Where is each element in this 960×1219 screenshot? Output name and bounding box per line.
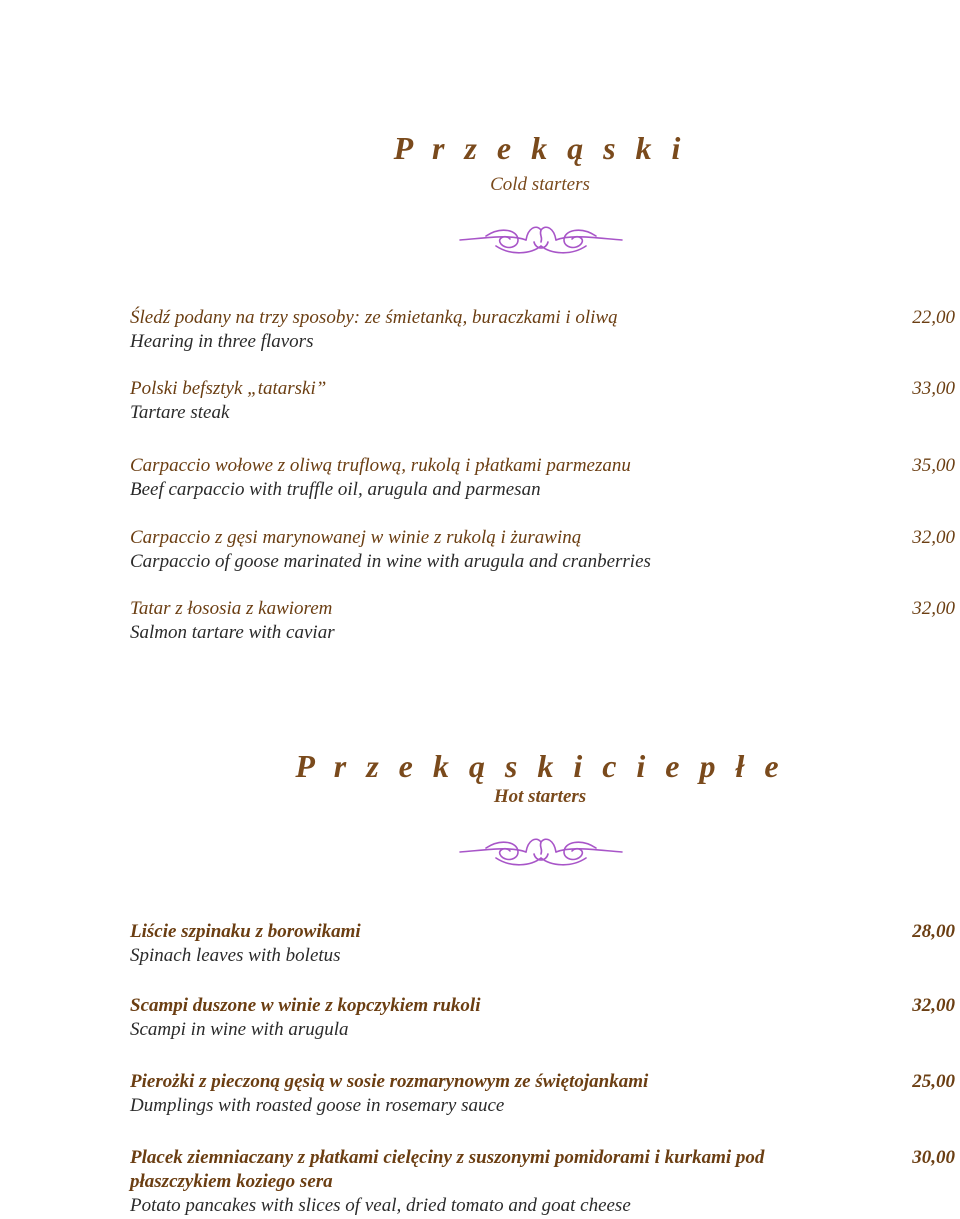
item-price: 25,00 [912, 1071, 955, 1092]
item-name-pl: Placek ziemniaczany z płatkami cielęciny z suszonymi pomidorami i kurkami pod płaszczykiem koziego sera [130, 1147, 765, 1192]
item-name-pl: Liście szpinaku z borowikami [130, 921, 361, 942]
item-name-pl: Tatar z łososia z kawiorem [130, 598, 333, 619]
menu-item [130, 526, 955, 574]
item-price: 32,00 [912, 598, 955, 619]
item-name-en: Beef carpaccio with truffle oil, arugula and parmesan [130, 479, 541, 500]
item-name-pl: Carpaccio z gęsi marynowanej w winie z rukolą i żurawiną [130, 527, 582, 548]
menu-item [130, 994, 955, 1042]
item-name-pl: Polski befsztyk „tatarski” [130, 378, 327, 399]
item-name-en: Spinach leaves with boletus [130, 945, 341, 966]
menu-item [130, 920, 955, 968]
item-price: 33,00 [912, 378, 955, 399]
hot-section-subtitle: Hot starters [493, 786, 587, 807]
item-price: 32,00 [912, 995, 955, 1016]
menu-item [130, 1070, 955, 1118]
item-price: 35,00 [912, 455, 955, 476]
flourish-divider-icon [456, 220, 626, 260]
item-name-en: Salmon tartare with caviar [130, 622, 335, 643]
menu-item [130, 377, 955, 425]
item-name-pl: Śledź podany na trzy sposoby: ze śmietanką, buraczkami i oliwą [130, 307, 618, 328]
item-name-pl: Carpaccio wołowe z oliwą truflową, rukolą i płatkami parmezanu [130, 455, 631, 476]
menu-item [130, 306, 955, 354]
item-name-pl: Scampi duszone w winie z kopczykiem rukoli [130, 995, 481, 1016]
hot-section-title: P r z e k ą s k i c i e p ł e [295, 748, 785, 784]
flourish-divider-icon [456, 832, 626, 872]
menu-item [130, 597, 955, 645]
item-name-pl: Pierożki z pieczoną gęsią w sosie rozmarynowym ze świętojankami [130, 1071, 649, 1092]
item-name-en: Dumplings with roasted goose in rosemary sauce [130, 1095, 505, 1116]
menu-item [130, 454, 955, 502]
item-name-en: Hearing in three flavors [130, 331, 314, 352]
item-price: 30,00 [912, 1147, 955, 1168]
item-name-en: Carpaccio of goose marinated in wine with arugula and cranberries [130, 551, 651, 572]
item-name-en: Tartare steak [130, 402, 230, 423]
item-price: 32,00 [912, 527, 955, 548]
cold-section-subtitle: Cold starters [490, 174, 590, 195]
item-price: 28,00 [912, 921, 955, 942]
cold-section-title: P r z e k ą s k i [393, 130, 687, 166]
item-name-en: Potato pancakes with slices of veal, dried tomato and goat cheese [130, 1195, 631, 1216]
menu-item [130, 1146, 955, 1218]
item-name-en: Scampi in wine with arugula [130, 1019, 349, 1040]
item-price: 22,00 [912, 307, 955, 328]
